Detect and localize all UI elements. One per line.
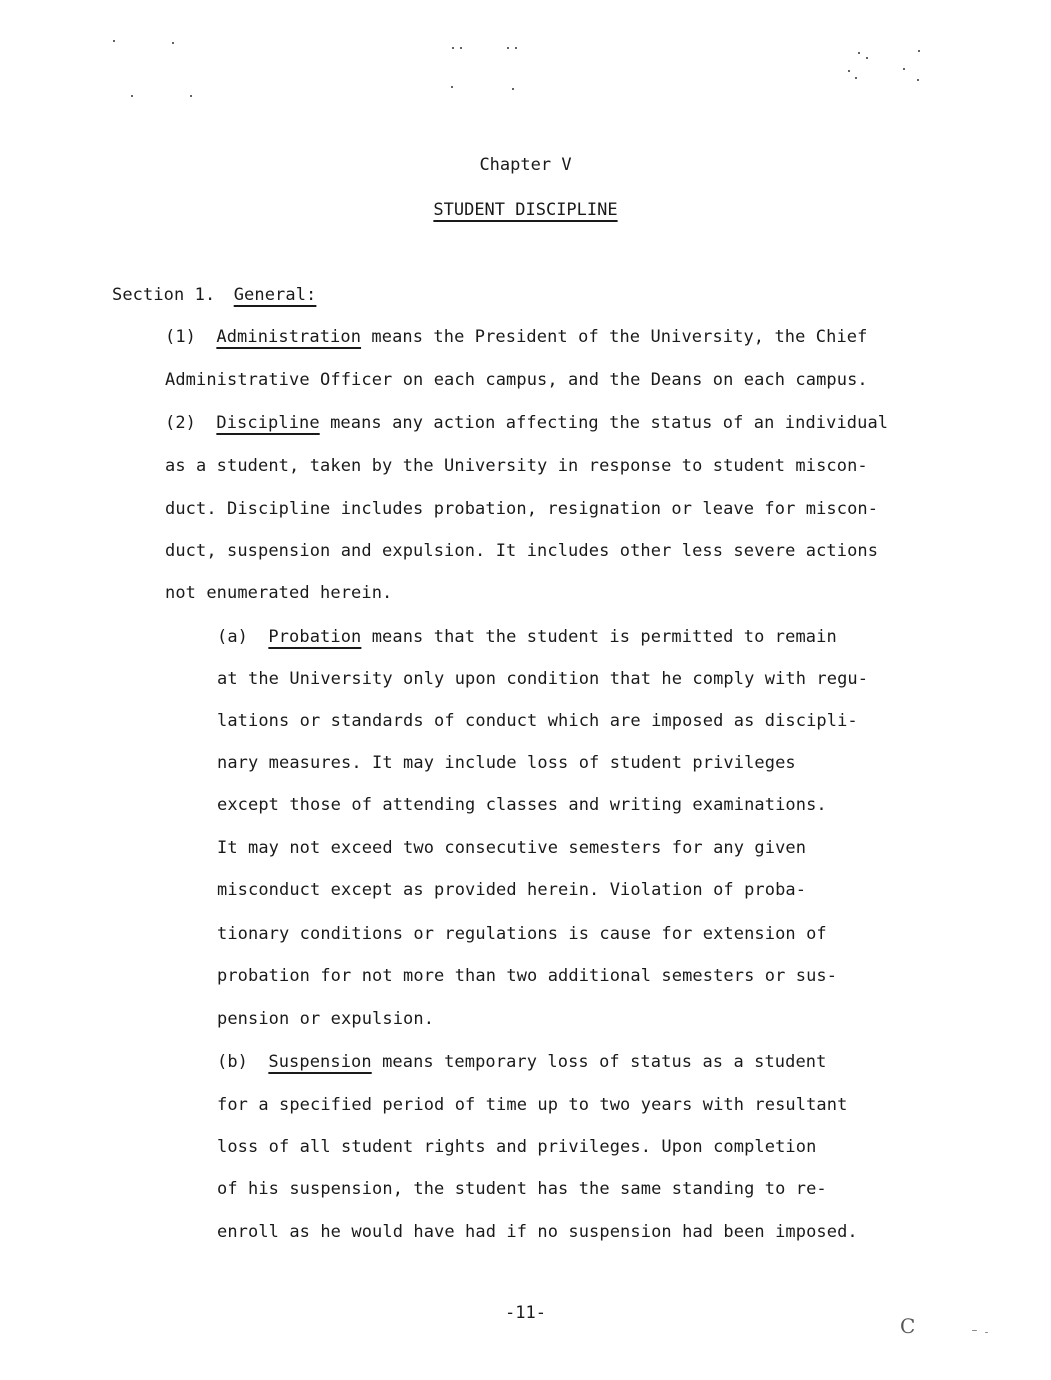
scan-speck	[460, 47, 462, 49]
definition-suspension	[217, 1052, 826, 1072]
defined-term: Probation	[268, 627, 362, 647]
definition-administration	[165, 327, 867, 347]
defined-term: Discipline	[216, 413, 320, 433]
text-line: means that the student is permitted to remain	[371, 627, 837, 647]
scan-speck	[866, 57, 868, 59]
scan-speck	[515, 47, 517, 49]
scan-speck	[972, 1330, 977, 1331]
scan-speck	[507, 47, 509, 49]
page-number: -11-	[505, 1303, 546, 1323]
text-line: means any action affecting the status of an individual	[330, 413, 889, 433]
section-label: Section 1.	[112, 285, 216, 305]
definition-probation	[217, 627, 837, 647]
scan-speck	[985, 1332, 988, 1333]
text-line: not enumerated herein.	[165, 583, 393, 603]
scan-speck	[855, 77, 857, 79]
scan-speck	[918, 50, 920, 52]
text-line: lations or standards of conduct which are imposed as discipli-	[217, 711, 858, 731]
text-line: means temporary loss of status as a student	[382, 1052, 827, 1072]
section-heading	[112, 285, 316, 305]
text-line: misconduct except as provided herein. Violation of proba-	[217, 880, 807, 900]
scan-speck	[131, 95, 133, 97]
text-line: It may not exceed two consecutive semesters for any given	[217, 838, 807, 858]
text-line: Administrative Officer on each campus, and the Deans on each campus.	[165, 370, 868, 390]
text-line: probation for not more than two additional semesters or sus-	[217, 966, 838, 986]
scan-speck	[172, 42, 174, 44]
para-marker: (2)	[165, 413, 197, 433]
scan-speck	[113, 40, 115, 42]
scan-speck	[512, 88, 514, 90]
scan-speck	[858, 52, 860, 54]
defined-term: Administration	[216, 327, 362, 347]
text-line: except those of attending classes and writing examinations.	[217, 795, 827, 815]
text-line: means the President of the University, the Chief	[371, 327, 868, 347]
text-line: tionary conditions or regulations is cause for extension of	[217, 924, 827, 944]
scan-speck	[451, 86, 453, 88]
text-line: of his suspension, the student has the same standing to re-	[217, 1179, 827, 1199]
scan-speck	[917, 79, 919, 81]
document-title-text: STUDENT DISCIPLINE	[433, 200, 618, 220]
text-line: nary measures. It may include loss of student privileges	[217, 753, 796, 773]
document-title	[0, 200, 1051, 220]
section-title: General:	[233, 285, 317, 305]
corner-mark: C	[900, 1314, 916, 1338]
text-line: duct, suspension and expulsion. It includes other less severe actions	[165, 541, 879, 561]
text-line: loss of all student rights and privileges. Upon completion	[217, 1137, 817, 1157]
scan-speck	[903, 68, 905, 70]
scan-speck	[848, 70, 850, 72]
para-marker: (b)	[217, 1052, 249, 1072]
text-line: as a student, taken by the University in response to student miscon-	[165, 456, 868, 476]
defined-term: Suspension	[268, 1052, 372, 1072]
text-line: duct. Discipline includes probation, resignation or leave for miscon-	[165, 499, 879, 519]
scan-speck	[190, 95, 192, 97]
text-line: pension or expulsion.	[217, 1009, 435, 1029]
definition-discipline	[165, 413, 888, 433]
text-line: at the University only upon condition that he comply with regu-	[217, 669, 869, 689]
para-marker: (1)	[165, 327, 197, 347]
scan-speck	[452, 47, 454, 49]
chapter-heading: Chapter V	[479, 155, 572, 175]
text-line: for a specified period of time up to two years with resultant	[217, 1095, 848, 1115]
para-marker: (a)	[217, 627, 249, 647]
text-line: enroll as he would have had if no suspension had been imposed.	[217, 1222, 858, 1242]
